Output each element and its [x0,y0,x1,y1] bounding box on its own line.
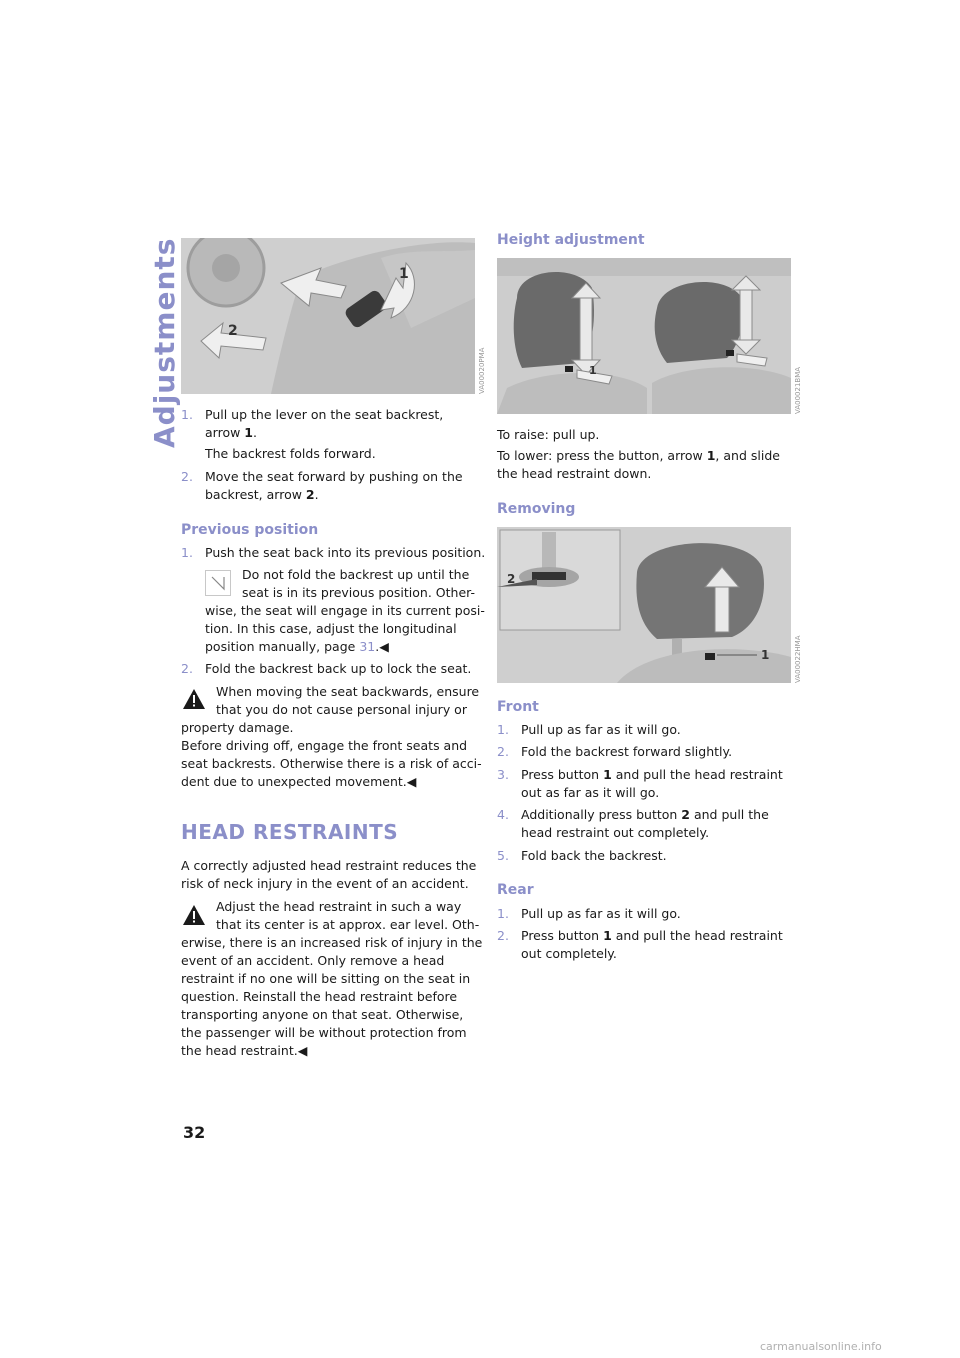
raise-instruction: To raise: pull up. [497,427,600,442]
height-adjustment-illustration [497,258,791,414]
warning-text: Adjust the head restraint in such a way that its center is at approx. ear level. Oth- [216,899,480,932]
note-text-continued: wise, the seat will engage in its current posi- tion. In this case, adjust the longitudinal position manually, page 31.◀ [205,603,485,654]
list-item: 1. Pull up as far as it will go. [497,722,681,737]
step-subtext: The backrest folds forward. [205,446,376,461]
list-item: 4. Additionally press button 2 and pull the head restraint out completely. [497,807,769,840]
list-item: 2. Move the seat forward by pushing on the backrest, arrow 2. [181,469,463,502]
list-item: 3. Press button 1 and pull the head restraint out as far as it will go. [497,767,783,800]
figure-code: VA00020PMA [478,347,486,394]
warning-text: When moving the seat backwards, ensure that you do not cause personal injury or [216,684,480,717]
list-item: 2. Press button 1 and pull the head restraint out completely. [497,928,783,961]
figure-code: VA00021BMA [794,366,802,414]
lower-instruction: To lower: press the button, arrow 1, and slide the head restraint down. [497,448,780,481]
heading-removing: Removing [497,501,576,517]
note-text: Do not fold the backrest up until the seat is in its previous position. Other- [242,567,476,600]
warning-text-continued: erwise, there is an increased risk of injury in the event of an accident. Only remove a head restraint if no one will be sitting on the seat in question. Reinstall the head restraint before transporting anyone on that seat. Otherwise, the passenger will be without protection from the head restraint.◀ [181,935,483,1058]
heading-rear: Rear [497,882,534,898]
figure-label-1: 1 [761,648,770,662]
heading-head-restraints: HEAD RESTRAINTS [181,820,399,844]
warning-text-continued: property damage. Before driving off, engage the front seats and seat backrests. Otherwise there is a risk of acci- dent due to unexpected movement.◀ [181,720,482,789]
figure-removing [497,527,791,683]
note-icon [205,570,231,596]
list-item: 5. Fold back the backrest. [497,848,667,863]
list-item: 1. Push the seat back into its previous position. [181,545,486,560]
list-item: 2. Fold the backrest forward slightly. [497,744,733,759]
list-item: 1. Pull up as far as it will go. [497,906,681,921]
heading-height-adjustment: Height adjustment [497,232,645,248]
figure-label-1: 1 [399,266,409,282]
figure-height-adjustment [497,258,791,414]
page-number: 32 [183,1123,206,1142]
heading-front: Front [497,699,539,715]
figure-seat-backrest-lever [181,238,475,394]
removing-illustration [497,527,791,683]
figure-code: VA00022HMA [794,635,802,683]
intro-paragraph: A correctly adjusted head restraint reduces the risk of neck injury in the event of an accident. [181,858,477,891]
watermark-footer: carmanualsonline.info [760,1340,882,1353]
warning-icon [182,904,206,926]
page-link[interactable]: 31 [359,639,376,654]
list-item: 2. Fold the backrest back up to lock the seat. [181,661,472,676]
list-item: 1. Pull up the lever on the seat backrest, arrow 1. [181,407,444,440]
sidebar-section-title: Adjustments [148,237,181,448]
warning-icon [182,688,206,710]
figure-label-2: 2 [228,323,238,339]
figure-label-1: 1 [589,364,597,377]
seat-lever-illustration [181,238,475,394]
figure-label-2: 2 [507,572,516,586]
heading-previous-position: Previous position [181,522,319,538]
